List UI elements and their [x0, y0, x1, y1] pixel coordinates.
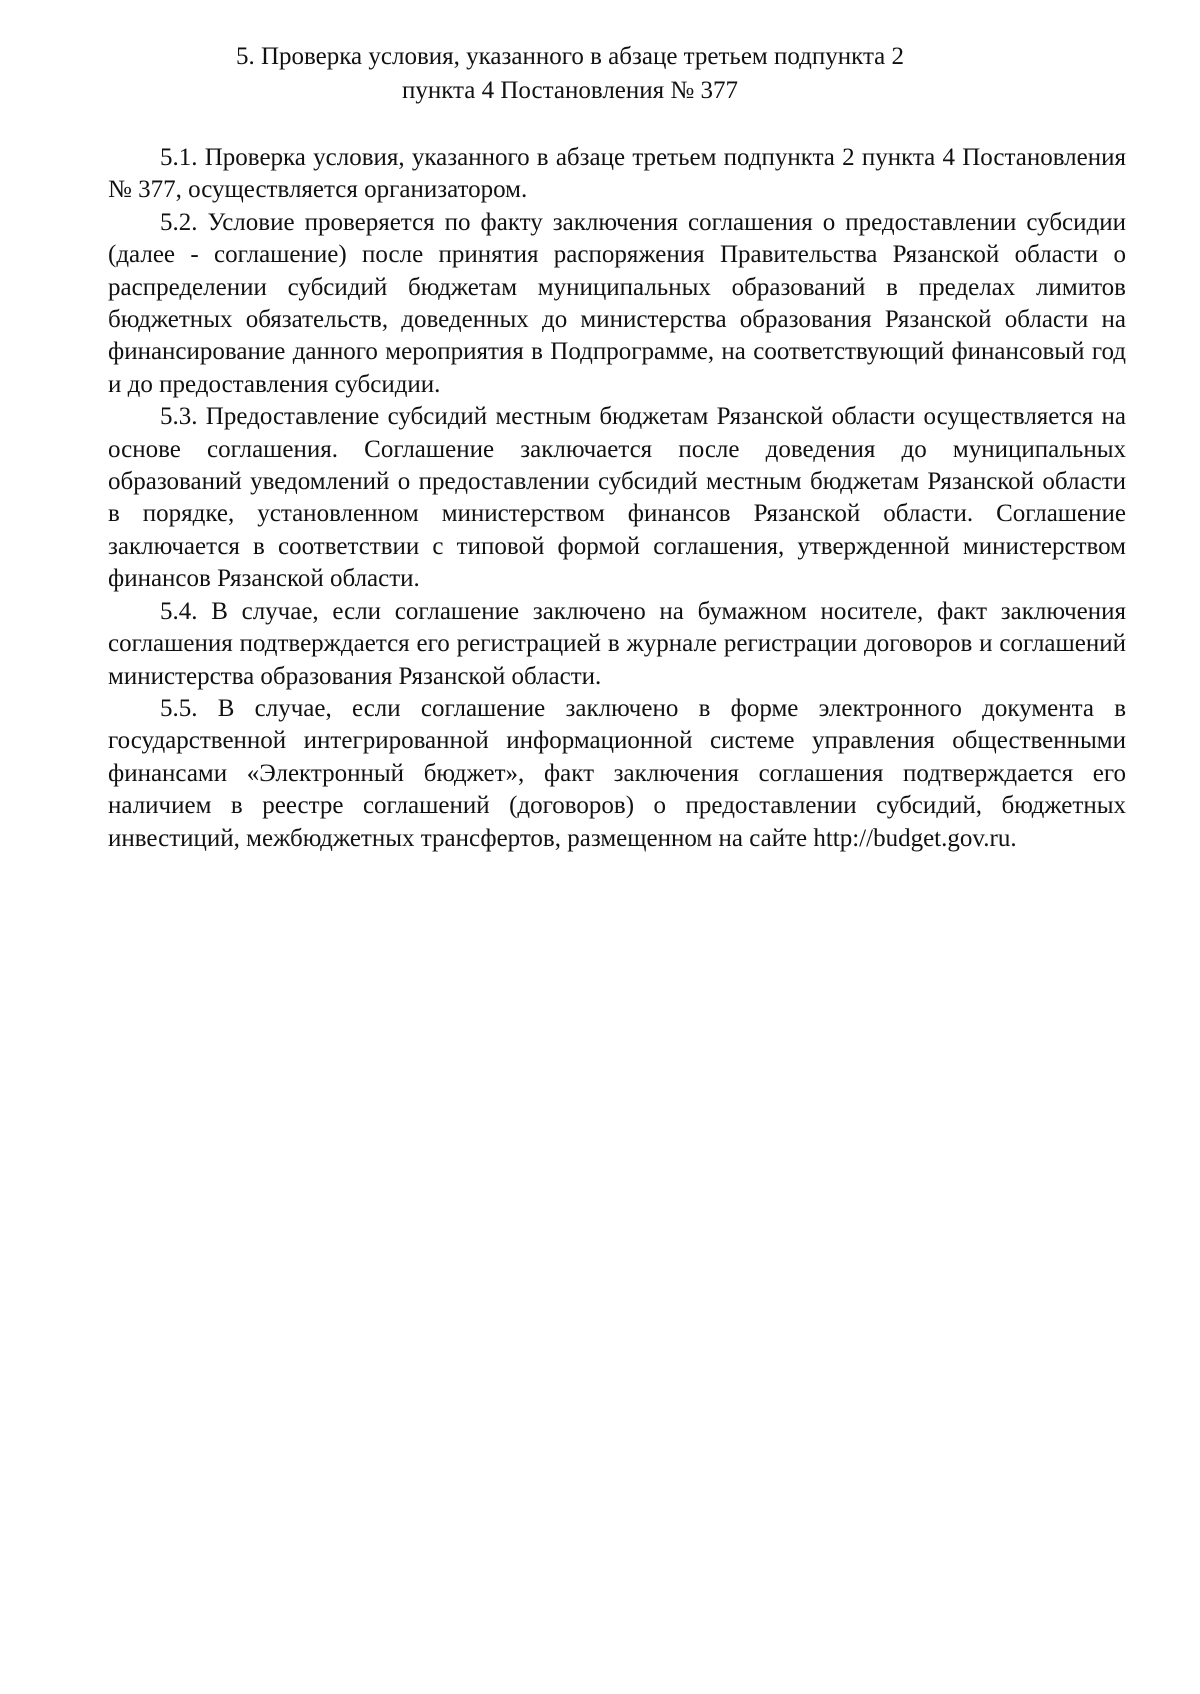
document-body: [108, 142, 1126, 855]
section-heading-line-1: 5. Проверка условия, указанного в абзаце третьем подпункта 2: [235, 43, 905, 70]
section-heading: [180, 40, 960, 108]
paragraph-5-5: 5.5. В случае, если соглашение заключено в форме электронного документа в государственной интегрированной информационной системе управления общественными финансами «Электронный бюджет», факт заключения соглашения подтверждается его наличием в реестре соглашений (договоров) о предоставлении субсидий, бюджетных инвестиций, межбюджетных трансфертов, размещенном на сайте http://budget.gov.ru.: [108, 694, 1126, 852]
section-heading-line-2: пункта 4 Постановления № 377: [401, 77, 739, 104]
paragraph-5-1: 5.1. Проверка условия, указанного в абзаце третьем подпункта 2 пункта 4 Постановления № 377, осуществляется организатором.: [108, 144, 1126, 204]
paragraph-5-4: 5.4. В случае, если соглашение заключено на бумажном носителе, факт заключения соглашения подтверждается его регистрацией в журнале регистрации договоров и соглашений министерства образования Рязанской области.: [108, 597, 1126, 690]
paragraph-5-2: 5.2. Условие проверяется по факту заключения соглашения о предоставлении субсидии (далее - соглашение) после принятия распоряжения Правительства Рязанской области о распределении субсидий бюджетам муниципальных образований в пределах лимитов бюджетных обязательств, доведенных до министерства образования Рязанской области на финансирование данного мероприятия в Подпрограмме, на соответствующий финансовый год и до предоставления субсидии.: [108, 208, 1126, 398]
paragraph-5-3: 5.3. Предоставление субсидий местным бюджетам Рязанской области осуществляется на основе соглашения. Соглашение заключается после доведения до муниципальных образований уведомлений о предоставлении субсидий местным бюджетам Рязанской области в порядке, установленном министерством финансов Рязанской области. Соглашение заключается в соответствии с типовой формой соглашения, утвержденной министерством финансов Рязанской области.: [108, 403, 1126, 593]
